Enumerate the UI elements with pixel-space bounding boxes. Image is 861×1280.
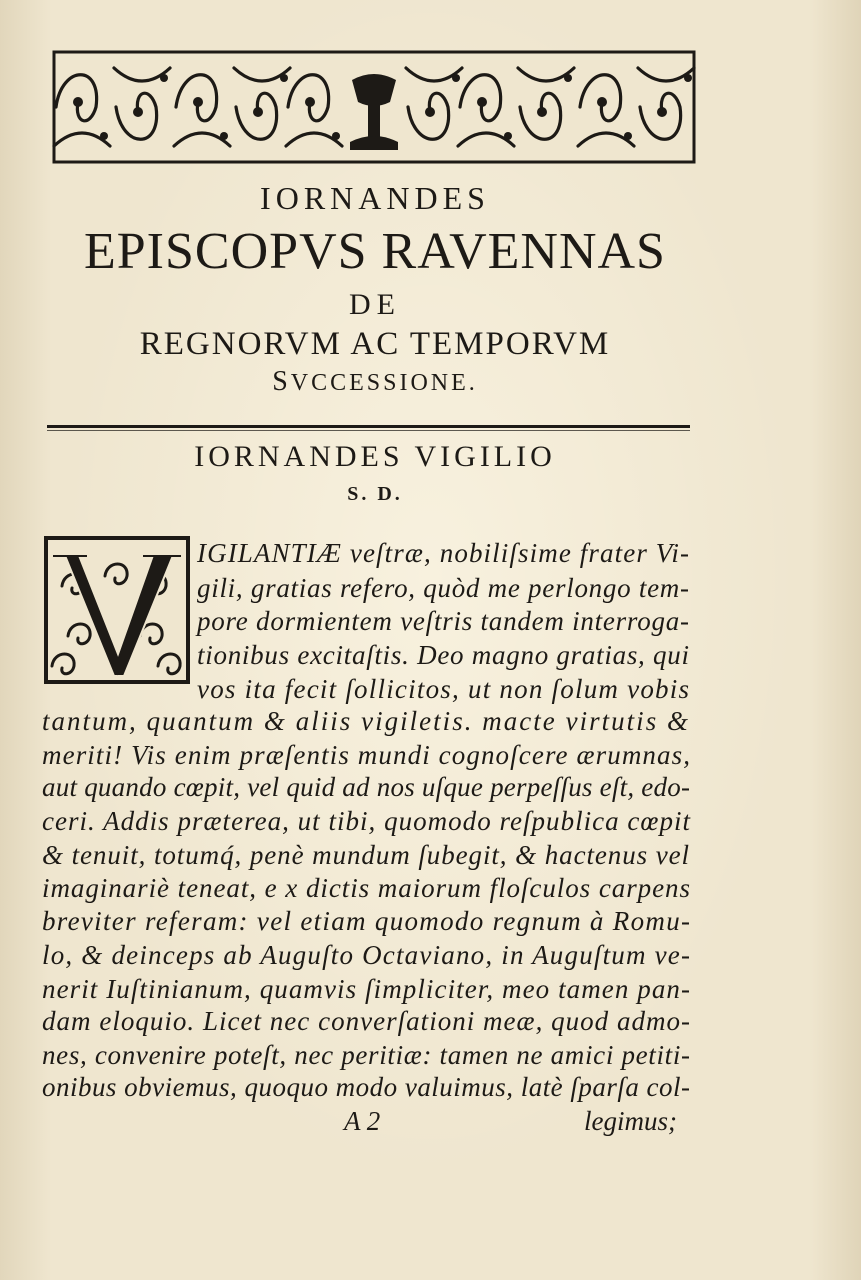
- body-line: meriti! Vis enim præſentis mundi cognoſcere ærumnas,: [42, 740, 692, 770]
- body-line: nerit Iuſtinianum, quamvis ſimpliciter, meo tamen pan-: [42, 974, 692, 1004]
- body-line: tantum, quantum & aliis vigiletis. macte virtutis &: [42, 706, 690, 736]
- signature-mark: A 2: [344, 1106, 381, 1136]
- body-line: IGILANTIÆ veſtræ, nobiliſsime frater Vi-: [197, 538, 691, 568]
- subtitle-heading: REGNORVM AC TEMPORVM: [139, 326, 611, 362]
- body-line: lo, & deinceps ab Auguſto Octaviano, in Auguſtum ve-: [42, 940, 692, 970]
- drop-cap-letter: V: [117, 676, 118, 677]
- title-de: DE: [349, 288, 401, 321]
- letter-greeting: IORNANDES VIGILIO: [194, 440, 556, 473]
- successione-rest: VCCESSIONE.: [290, 370, 478, 396]
- body-line: pore dormientem veſtris tandem interroga-: [197, 606, 690, 636]
- author-heading: IORNANDES: [260, 180, 490, 216]
- divider-rule-thin: [47, 430, 690, 431]
- successione-initial: S: [272, 366, 291, 397]
- title-heading: EPISCOPVS RAVENNAS: [84, 223, 666, 280]
- body-line: breviter referam: vel etiam quomodo regnum à Romu-: [42, 906, 692, 936]
- body-line: vos ita fecit ſollicitos, ut non ſolum vobis: [197, 674, 691, 704]
- body-line: aut quando cœpit, vel quid ad nos uſque perpeſſus eſt, edo-: [42, 772, 691, 802]
- body-line: dam eloquio. Licet nec converſationi meæ, quod admo-: [42, 1006, 692, 1036]
- letter-salutation: S. D.: [347, 483, 403, 505]
- body-line: gili, gratias refero, quòd me perlongo tem-: [197, 573, 690, 603]
- body-line: tionibus excitaſtis. Deo magno gratias, qui: [197, 640, 690, 670]
- body-line: & tenuit, totumq́, penè mundum ſubegit, & hactenus vel: [42, 840, 690, 870]
- body-line: onibus obviemus, quoquo modo valuimus, latè ſparſa col-: [42, 1072, 691, 1102]
- subtitle-successione: [40, 366, 710, 398]
- drop-cap-initial: [44, 536, 190, 684]
- body-line: nes, convenire poteſt, nec peritiæ: tamen ne amici petiti-: [42, 1040, 691, 1070]
- catchword: legimus;: [584, 1106, 677, 1136]
- body-line: ceri. Addis præterea, ut tibi, quomodo reſpublica cœpit: [42, 806, 692, 836]
- headpiece-ornament: [52, 50, 696, 164]
- divider-rule: [47, 425, 690, 428]
- body-line: imaginariè teneat, e x dictis maiorum floſculos carpens: [42, 873, 691, 903]
